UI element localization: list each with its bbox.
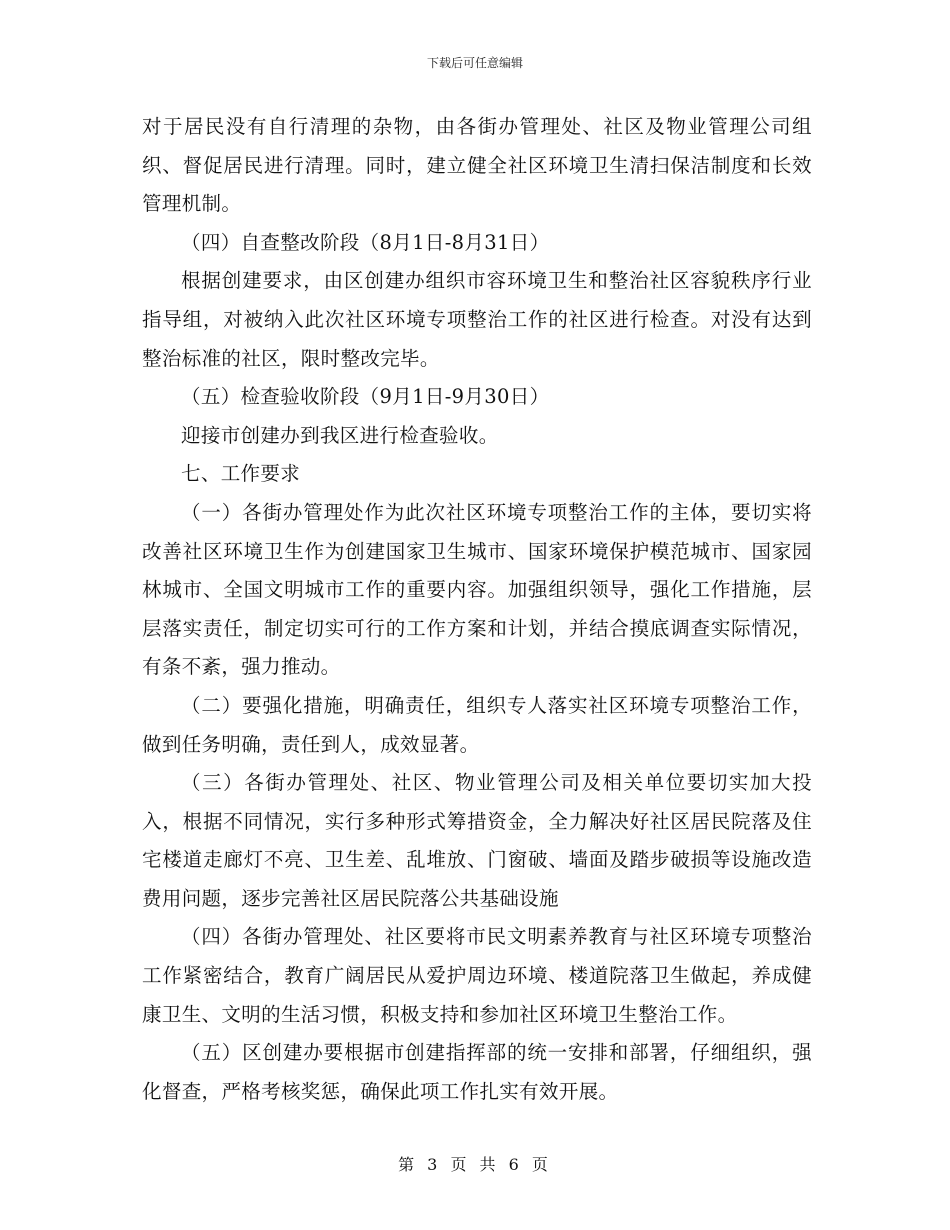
paragraph-9: （三）各街办管理处、社区、物业管理公司及相关单位要切实加大投入，根据不同情况，实行多种形式筹措资金，全力解决好社区居民院落及住宅楼道走廊灯不亮、卫生差、乱堆放、门窗破、墙面及踏步破损等设施改造费用问题，逐步完善社区居民院落公共基础设施 (142, 771, 812, 910)
paragraph-8: （二）要强化措施，明确责任，组织专人落实社区环境专项整治工作，做到任务明确，责任到人，成效显著。 (142, 693, 812, 756)
section-heading: 七、工作要求 (181, 462, 301, 486)
paragraph-10: （四）各街办管理处、社区要将市民文明素养教育与社区环境专项整治工作紧密结合，教育广阔居民从爱护周边环境、楼道院落卫生做起，养成健康卫生、文明的生活习惯，积极支持和参加社区环境卫生整治工作。 (142, 925, 812, 1026)
page-header: 下载后可任意编辑 (426, 56, 523, 70)
paragraph-7: （一）各街办管理处作为此次社区环境专项整治工作的主体，要切实将改善社区环境卫生作为创建国家卫生城市、国家环境保护模范城市、国家园林城市、全国文明城市工作的重要内容。加强组织领导，强化工作措施，层层落实责任，制定切实可行的工作方案和计划，并结合摸底调查实际情况，有条不紊，强力推动。 (142, 500, 812, 679)
paragraph-11: （五）区创建办要根据市创建指挥部的统一安排和部署，仔细组织，强化督查，严格考核奖惩，确保此项工作扎实有效开展。 (142, 1041, 812, 1103)
paragraph-2: （四）自查整改阶段（8月1日-8月31日） (181, 230, 550, 254)
paragraph-3: 根据创建要求，由区创建办组织市容环境卫生和整治社区容貌秩序行业指导组，对被纳入此次社区环境专项整治工作的社区进行检查。对没有达到整治标准的社区，限时整改完毕。 (142, 269, 812, 370)
document-body (142, 108, 812, 1111)
page-number: 第 3 页 共 6 页 (398, 1155, 552, 1174)
paragraph-1: 对于居民没有自行清理的杂物，由各街办管理处、社区及物业管理公司组织、督促居民进行清理。同时，建立健全社区环境卫生清扫保洁制度和长效管理机制。 (142, 115, 812, 216)
paragraph-5: 迎接市创建办到我区进行检查验收。 (181, 423, 499, 447)
paragraph-4: （五）检查验收阶段（9月1日-9月30日） (181, 385, 550, 409)
